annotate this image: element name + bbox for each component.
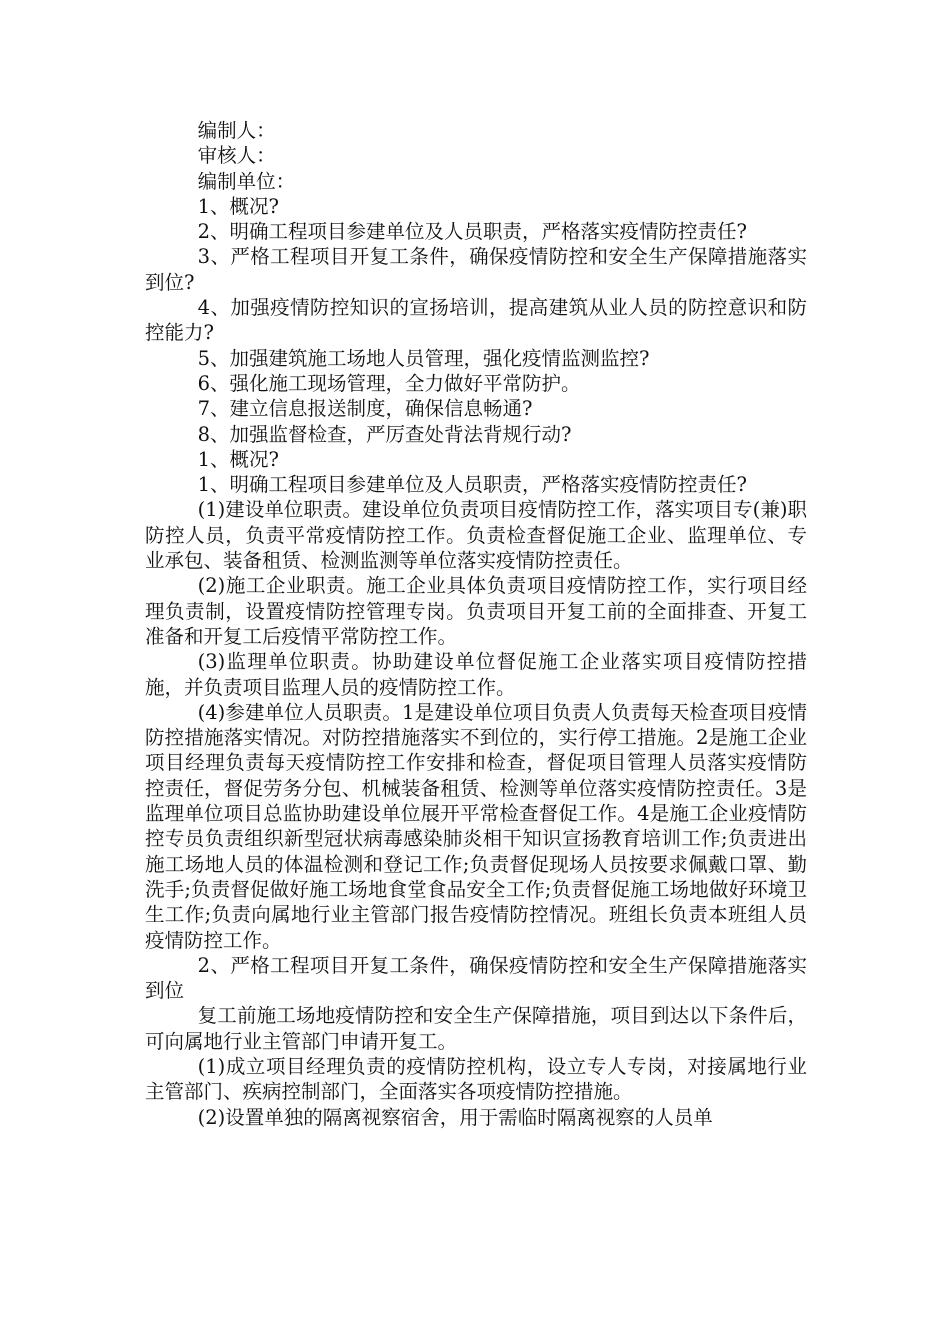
toc-item: 1、概况?	[197, 194, 280, 218]
reviewer-line: 审核人：	[197, 144, 276, 168]
body-paragraph: 复工前施工场地疫情防控和安全生产保障措施，项目到达以下条件后，可向属地行业主管部门申请开复工。	[145, 1004, 807, 1053]
section-heading: 1、概况?	[197, 447, 280, 471]
toc-item: 7、建立信息报送制度，确保信息畅通?	[197, 397, 533, 421]
compiling-unit-line: 编制单位：	[197, 169, 296, 193]
body-paragraph: (1)成立项目经理负责的疫情防控机构，设立专人专岗，对接属地行业主管部门、疾病控制部门，全面落实各项疫情防控措施。	[145, 1054, 807, 1104]
toc-item: 2、明确工程项目参建单位及人员职责，严格落实疫情防控责任?	[197, 220, 748, 244]
toc-item: 5、加强建筑施工场地人员管理，强化疫情监测监控?	[197, 346, 650, 370]
body-paragraph: (2)施工企业职责。施工企业具体负责项目疫情防控工作，实行项目经理负责制，设置疫情防控管理专岗。负责项目开复工前的全面排查、开复工准备和开复工后疫情平常防控工作。	[145, 574, 807, 648]
body-paragraph: (1)建设单位职责。建设单位负责项目疫情防控工作，落实项目专(兼)职防控人员，负责平常疫情防控工作。负责检查督促施工企业、监理单位、专业承包、装备租赁、检测监测等单位落实疫情防控责任。	[145, 498, 807, 573]
toc-item: 3、严格工程项目开复工条件，确保疫情防控和安全生产保障措施落实到位?	[145, 245, 807, 294]
compiler-line: 编制人：	[197, 119, 276, 142]
toc-item: 4、加强疫情防控知识的宣扬培训，提高建筑从业人员的防控意识和防控能力?	[145, 296, 807, 345]
toc-item: 8、加强监督检查，严厉查处背法背规行动?	[197, 422, 572, 446]
section-heading: 1、明确工程项目参建单位及人员职责，严格落实疫情防控责任?	[197, 473, 748, 497]
body-paragraph: (3)监理单位职责。协助建设单位督促施工企业落实项目疫情防控措施，并负责项目监理人员的疫情防控工作。	[145, 650, 807, 699]
section-heading: 2、严格工程项目开复工条件，确保疫情防控和安全生产保障措施落实到位	[145, 953, 807, 1003]
document-body	[145, 118, 807, 1130]
body-paragraph: (4)参建单位人员职责。1是建设单位项目负责人负责每天检查项目疫情防控措施落实情况。对防控措施落实不到位的，实行停工措施。2是施工企业项目经理负责每天疫情防控工作安排和检查，督促项目管理人员落实疫情防控责任，督促劳务分包、机械装备租赁、检测等单位落实疫情防控责任。3是监理单位项目总监协助建设单位展开平常检查督促工作。4是施工企业疫情防控专员负责组织新型冠状病毒感染肺炎相干知识宣扬教育培训工作;负责进出施工场地人员的体温检测和登记工作;负责督促现场人员按要求佩戴口罩、勤洗手;负责督促做好施工场地食堂食品安全工作;负责督促施工场地做好环境卫生工作;负责向属地行业主管部门报告疫情防控情况。班组长负责本班组人员疫情防控工作。	[145, 700, 807, 952]
body-paragraph: (2)设置单独的隔离视察宿舍，用于需临时隔离视察的人员单	[197, 1105, 713, 1129]
toc-item: 6、强化施工现场管理，全力做好平常防护。	[197, 371, 581, 395]
